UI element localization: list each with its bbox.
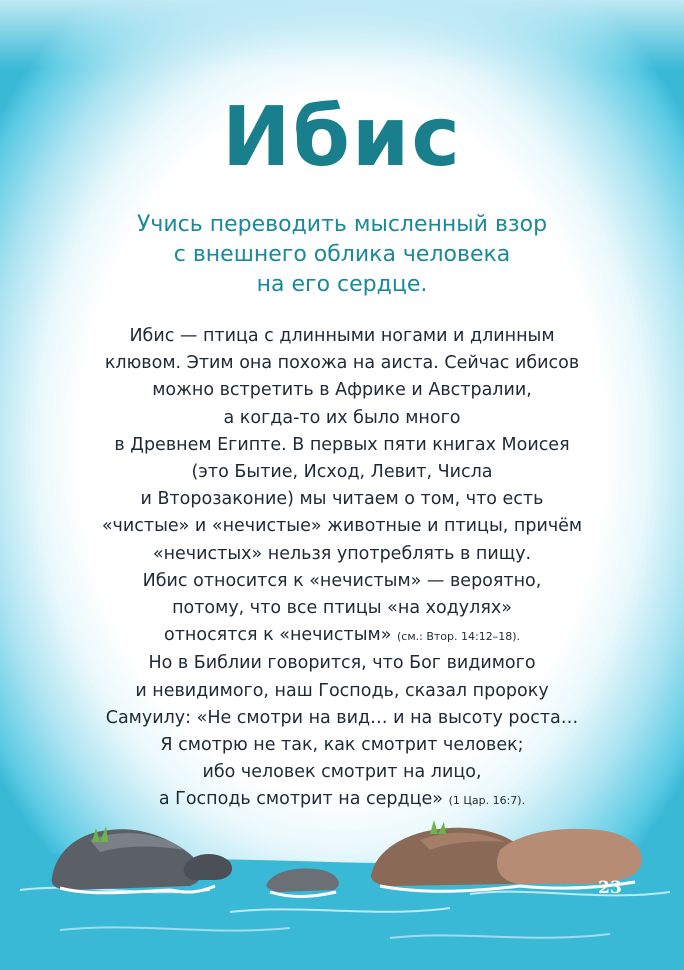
body-line: Ибис относится к «нечистым» — вероятно, — [142, 570, 542, 591]
page-title: Ибис — [222, 90, 462, 185]
subtitle-line: на его сердце. — [256, 272, 428, 297]
body-line: «нечистых» нельзя употреблять в пищу. — [152, 543, 532, 564]
body-line: Ибис — птица с длинными ногами и длинным — [129, 326, 555, 346]
body-line: клювом. Этим она похожа на аиста. Сейчас ибисов — [104, 353, 580, 374]
body-line: в Древнем Египте. В первых пяти книгах Моисея — [114, 434, 570, 455]
body-line: ибо человек смотрит на лицо, — [202, 762, 482, 783]
body-line — [60, 786, 624, 814]
subtitle — [92, 210, 592, 300]
body-line-text: а Господь смотрит на сердце» — [158, 789, 443, 810]
body-line: «чистые» и «нечистые» животные и птицы, причём — [101, 516, 583, 537]
subtitle-line: с внешнего облика человека — [173, 242, 511, 267]
body-line-text: относятся к «нечистым» — [164, 625, 392, 646]
body-line: и невидимого, наш Господь, сказал пророку — [135, 680, 549, 701]
body-line: можно встретить в Африке и Австралии, — [152, 380, 532, 401]
body-line — [60, 622, 624, 650]
brown-rock — [497, 829, 642, 884]
body-paragraph — [60, 323, 624, 815]
scripture-reference: (см.: Втор. 14:12–18). — [397, 630, 520, 644]
body-line: Но в Библии говорится, что Бог видимого — [148, 653, 536, 674]
body-line: Самуилу: «Не смотри на вид… и на высоту роста… — [105, 707, 579, 728]
body-line: и Второзаконие) мы читаем о том, что есть — [140, 489, 544, 510]
rocks-water-illustration — [0, 820, 684, 970]
body-line: потому, что все птицы «на ходулях» — [172, 598, 512, 619]
subtitle-line: Учись переводить мысленный взор — [136, 212, 548, 237]
body-line: Я смотрю не так, как смотрит человек; — [160, 735, 524, 756]
top-sky-band — [0, 0, 684, 70]
body-line: (это Бытие, Исход, Левит, Числа — [191, 462, 493, 483]
page-number: 23 — [598, 878, 622, 898]
body-line: а когда-то их было много — [223, 407, 461, 428]
scripture-reference: (1 Цар. 16:7). — [448, 794, 526, 808]
